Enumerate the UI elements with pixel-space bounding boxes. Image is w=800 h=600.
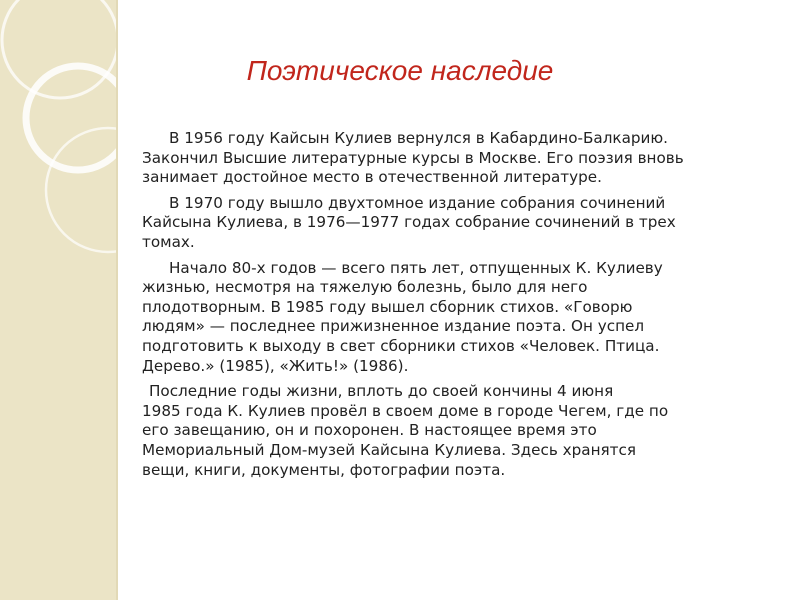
paragraph-4-line-2: 1985 года К. Кулиев провёл в своем доме в городе Чегем, где по — [142, 401, 669, 420]
paragraph-2-line-3: томах. — [142, 232, 195, 251]
paragraph-4-line-3: его завещанию, он и похоронен. В настоящее время это — [142, 421, 597, 440]
paragraph-3-line-1: Начало 80-х годов — всего пять лет, отпущенных К. Кулиеву — [169, 258, 663, 277]
slide-title: Поэтическое наследие — [246, 55, 554, 86]
paragraph-4-line-4: Мемориальный Дом-музей Кайсына Кулиева. Здесь хранятся — [142, 440, 636, 459]
paragraph-2-line-2: Кайсына Кулиева, в 1976—1977 годах собрание сочинений в трех — [142, 213, 676, 232]
paragraph-3 — [142, 259, 782, 377]
paragraph-4-line-1: Последние годы жизни, вплоть до своей кончины 4 июня — [149, 382, 614, 401]
paragraph-3-line-4: людям» — последнее прижизненное издание поэта. Он успел — [142, 317, 645, 336]
paragraph-4 — [142, 382, 782, 480]
paragraph-2 — [142, 194, 782, 253]
paragraph-3-line-5: подготовить к выходу в свет сборники стихов «Человек. Птица. — [142, 336, 660, 355]
decorative-side-panel — [0, 0, 118, 600]
paragraph-2-line-1: В 1970 году вышло двухтомное издание собрания сочинений — [169, 193, 666, 212]
paragraph-3-line-3: плодотворным. В 1985 году вышел сборник стихов. «Говорю — [142, 297, 633, 316]
paragraph-1-line-3: занимает достойное место в отечественной литературе. — [142, 168, 602, 187]
paragraph-4-line-5: вещи, книги, документы, фотографии поэта. — [142, 460, 506, 479]
paragraph-1-line-2: Закончил Высшие литературные курсы в Москве. Его поэзия вновь — [142, 148, 684, 167]
paragraph-1-line-1: В 1956 году Кайсын Кулиев вернулся в Кабардино-Балкарию. — [169, 129, 669, 147]
slide-body — [142, 129, 782, 486]
paragraph-3-line-6: Дерево.» (1985), «Жить!» (1986). — [142, 356, 409, 375]
paragraph-1 — [142, 129, 782, 188]
paragraph-3-line-2: жизнью, несмотря на тяжелую болезнь, было для него — [142, 278, 588, 297]
